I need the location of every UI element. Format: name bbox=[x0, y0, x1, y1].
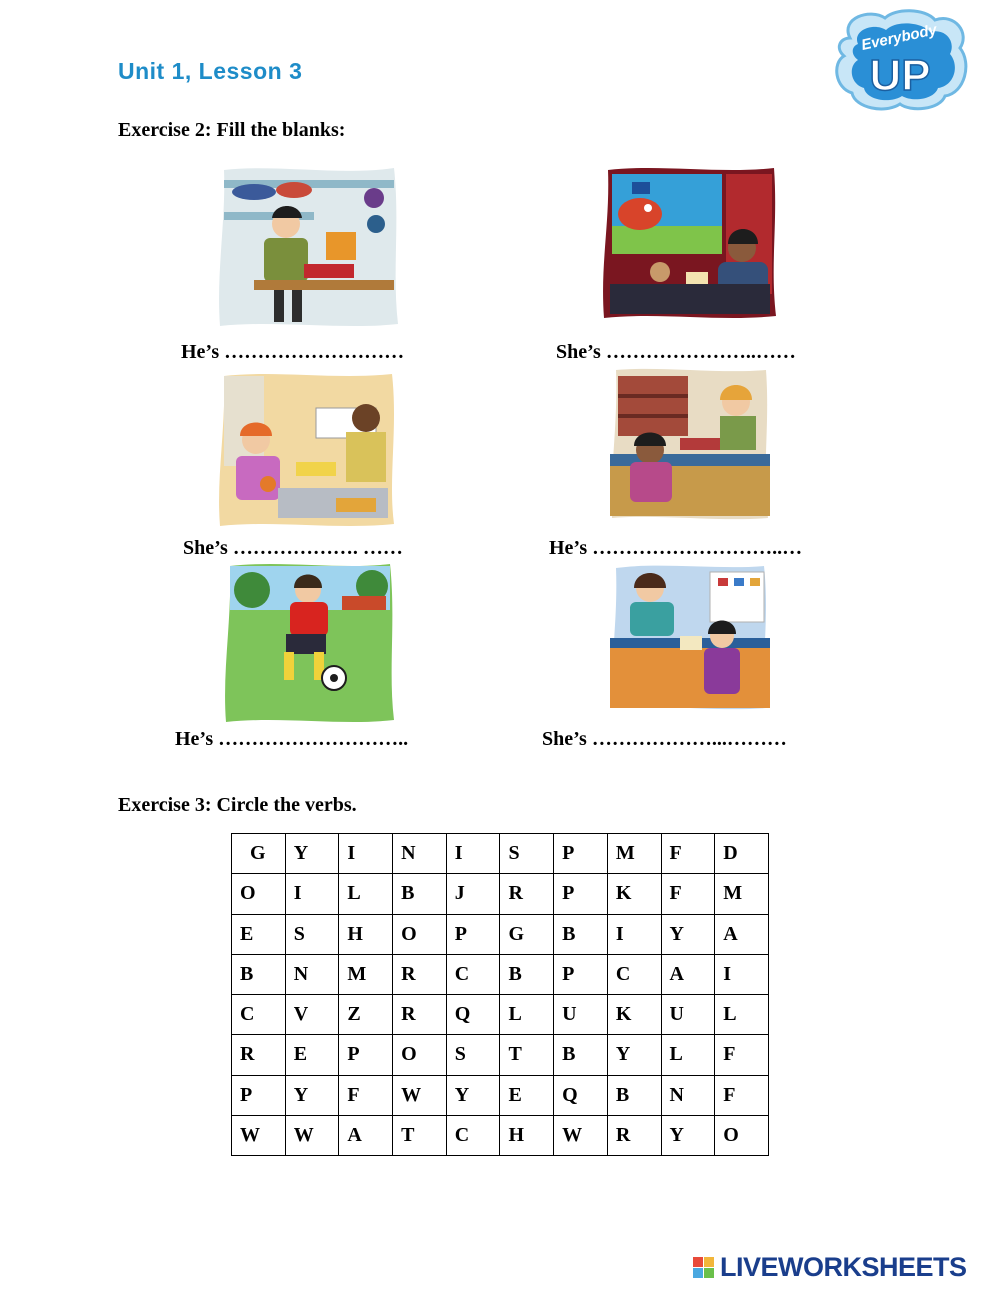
grid-cell[interactable]: L bbox=[500, 995, 554, 1035]
grid-cell[interactable]: Y bbox=[607, 1035, 661, 1075]
grid-row bbox=[232, 995, 769, 1035]
grid-cell[interactable]: S bbox=[446, 1035, 500, 1075]
grid-cell[interactable]: C bbox=[232, 995, 286, 1035]
grid-cell[interactable]: W bbox=[393, 1075, 447, 1115]
grid-cell[interactable]: C bbox=[446, 954, 500, 994]
grid-cell[interactable]: P bbox=[554, 874, 608, 914]
grid-cell[interactable]: M bbox=[607, 834, 661, 874]
grid-cell[interactable]: F bbox=[715, 1035, 769, 1075]
grid-row bbox=[232, 1075, 769, 1115]
grid-cell[interactable]: R bbox=[393, 995, 447, 1035]
grid-cell[interactable]: I bbox=[446, 834, 500, 874]
grid-row bbox=[232, 954, 769, 994]
grid-cell[interactable]: Y bbox=[661, 914, 715, 954]
grid-cell[interactable]: F bbox=[661, 874, 715, 914]
grid-cell[interactable]: R bbox=[500, 874, 554, 914]
grid-cell[interactable]: I bbox=[285, 874, 339, 914]
grid-cell[interactable]: F bbox=[339, 1075, 393, 1115]
exercise-2-heading: Exercise 2: Fill the blanks: bbox=[118, 119, 346, 141]
girl-at-grocery-store-icon bbox=[216, 368, 398, 530]
grid-cell[interactable]: B bbox=[554, 1035, 608, 1075]
grid-cell[interactable]: I bbox=[607, 914, 661, 954]
unit-title: Unit 1, Lesson 3 bbox=[118, 58, 303, 84]
grid-cell[interactable]: A bbox=[715, 914, 769, 954]
grid-cell[interactable]: F bbox=[661, 834, 715, 874]
grid-cell[interactable]: Y bbox=[661, 1115, 715, 1155]
grid-cell[interactable]: F bbox=[715, 1075, 769, 1115]
girl-at-movie-theater-icon bbox=[600, 164, 778, 322]
footer-brand: LIVEWORKSHEETS bbox=[720, 1252, 967, 1282]
grid-cell[interactable]: D bbox=[715, 834, 769, 874]
grid-cell[interactable]: Z bbox=[339, 995, 393, 1035]
grid-cell[interactable]: S bbox=[500, 834, 554, 874]
grid-cell[interactable]: B bbox=[232, 954, 286, 994]
grid-cell[interactable]: G bbox=[500, 914, 554, 954]
everybody-up-logo bbox=[830, 8, 970, 112]
grid-cell[interactable]: E bbox=[500, 1075, 554, 1115]
grid-cell[interactable]: K bbox=[607, 995, 661, 1035]
grid-cell[interactable]: E bbox=[232, 914, 286, 954]
grid-cell[interactable]: U bbox=[554, 995, 608, 1035]
grid-row bbox=[232, 874, 769, 914]
grid-row bbox=[232, 834, 769, 874]
grid-cell[interactable]: N bbox=[393, 834, 447, 874]
grid-cell[interactable]: T bbox=[500, 1035, 554, 1075]
grid-cell[interactable]: V bbox=[285, 995, 339, 1035]
grid-cell[interactable]: H bbox=[500, 1115, 554, 1155]
word-search-grid bbox=[231, 833, 769, 1156]
logo-word-up: UP bbox=[869, 51, 931, 100]
grid-cell[interactable]: O bbox=[232, 874, 286, 914]
grid-cell[interactable]: C bbox=[446, 1115, 500, 1155]
grid-cell[interactable]: O bbox=[715, 1115, 769, 1155]
grid-row bbox=[232, 1115, 769, 1155]
caption-4: He’s ………………………..… bbox=[549, 537, 803, 559]
grid-cell[interactable]: M bbox=[339, 954, 393, 994]
grid-cell[interactable]: Y bbox=[285, 834, 339, 874]
grid-cell[interactable]: L bbox=[715, 995, 769, 1035]
grid-cell[interactable]: N bbox=[285, 954, 339, 994]
grid-cell[interactable]: E bbox=[285, 1035, 339, 1075]
grid-cell[interactable]: U bbox=[661, 995, 715, 1035]
grid-cell[interactable]: R bbox=[232, 1035, 286, 1075]
grid-cell[interactable]: O bbox=[393, 914, 447, 954]
grid-cell[interactable]: P bbox=[232, 1075, 286, 1115]
grid-cell[interactable]: H bbox=[339, 914, 393, 954]
grid-cell[interactable]: R bbox=[607, 1115, 661, 1155]
grid-cell[interactable]: L bbox=[339, 874, 393, 914]
grid-cell[interactable]: N bbox=[661, 1075, 715, 1115]
grid-cell[interactable]: M bbox=[715, 874, 769, 914]
grid-cell[interactable]: O bbox=[393, 1035, 447, 1075]
grid-cell[interactable]: Q bbox=[446, 995, 500, 1035]
grid-cell[interactable]: J bbox=[446, 874, 500, 914]
boy-playing-soccer-icon bbox=[222, 560, 396, 726]
caption-3: She’s ………………. …… bbox=[183, 537, 403, 559]
girl-at-school-office-icon bbox=[610, 562, 770, 712]
boy-at-library-desk-icon bbox=[610, 366, 770, 522]
grid-cell[interactable]: C bbox=[607, 954, 661, 994]
grid-cell[interactable]: B bbox=[554, 914, 608, 954]
grid-cell[interactable]: Y bbox=[446, 1075, 500, 1115]
grid-cell[interactable]: R bbox=[393, 954, 447, 994]
grid-row bbox=[232, 914, 769, 954]
grid-cell[interactable]: P bbox=[339, 1035, 393, 1075]
grid-cell[interactable]: W bbox=[232, 1115, 286, 1155]
grid-cell[interactable]: B bbox=[607, 1075, 661, 1115]
caption-6: She’s ………………...……… bbox=[542, 728, 787, 750]
boy-at-sports-store-counter-icon bbox=[214, 162, 400, 330]
caption-5: He’s ……………………….. bbox=[175, 728, 409, 750]
caption-1: He’s ……………………… bbox=[181, 341, 405, 363]
grid-cell[interactable]: T bbox=[393, 1115, 447, 1155]
logo-word-everybody: Everybody bbox=[859, 21, 939, 54]
grid-cell[interactable]: I bbox=[715, 954, 769, 994]
exercise-3-heading: Exercise 3: Circle the verbs. bbox=[118, 794, 357, 816]
caption-2: She’s …………………..…… bbox=[556, 341, 796, 363]
grid-cell[interactable]: Y bbox=[285, 1075, 339, 1115]
grid-cell[interactable]: S bbox=[285, 914, 339, 954]
grid-cell[interactable]: P bbox=[554, 954, 608, 994]
grid-cell[interactable]: W bbox=[285, 1115, 339, 1155]
grid-cell[interactable]: A bbox=[661, 954, 715, 994]
grid-cell[interactable]: B bbox=[393, 874, 447, 914]
grid-cell[interactable]: K bbox=[607, 874, 661, 914]
grid-cell[interactable]: W bbox=[554, 1115, 608, 1155]
grid-cell[interactable]: I bbox=[339, 834, 393, 874]
grid-cell[interactable]: P bbox=[446, 914, 500, 954]
grid-cell[interactable]: L bbox=[661, 1035, 715, 1075]
grid-cell[interactable]: Q bbox=[554, 1075, 608, 1115]
grid-cell[interactable]: B bbox=[500, 954, 554, 994]
grid-cell[interactable]: G bbox=[232, 834, 286, 874]
grid-row bbox=[232, 1035, 769, 1075]
grid-cell[interactable]: A bbox=[339, 1115, 393, 1155]
grid-cell[interactable]: P bbox=[554, 834, 608, 874]
